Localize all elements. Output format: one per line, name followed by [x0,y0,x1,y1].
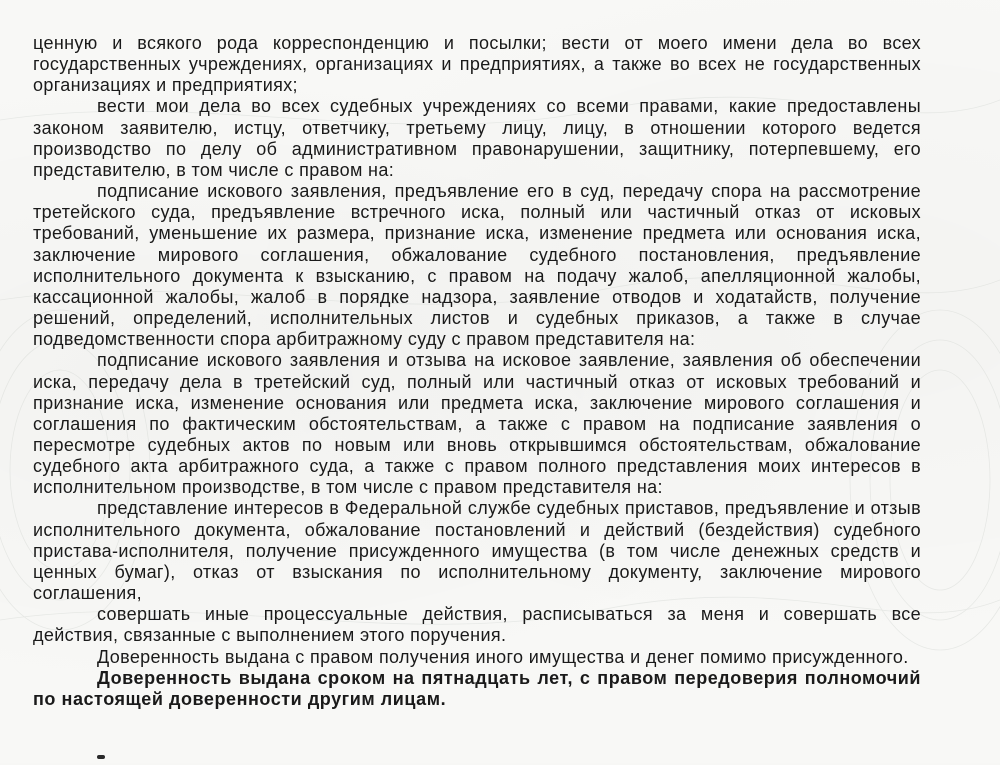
paragraph-continuation: ценную и всякого рода корреспонденцию и посылки; вести от моего имени дела во всех государственных учреждениях, организациях и предприятиях, а также во всех не государственных организациях и предприятиях; [33,33,921,96]
paragraph-property-receipt: Доверенность выдана с правом получения иного имущества и денег помимо присужденного. [97,646,909,667]
paragraph-court-rights: вести мои дела во всех судебных учреждениях со всеми правами, какие предоставлены законом заявителю, истцу, ответчику, третьему лицу, лицу, в отношении которого ведется производство по делу об административном правонарушении, защитнику, потерпевшему, его представителю, в том числе с правом на: [33,96,921,180]
cut-off-next-line [33,755,433,765]
paragraph-other-actions: совершать иные процессуальные действия, расписываться за меня и совершать все действия, связанные с выполнением этого поручения. [33,604,921,646]
power-of-attorney-text [33,33,921,710]
paragraph-arbitration-rights: подписание искового заявления и отзыва на исковое заявление, заявления об обеспечении иска, передачу дела в третейский суд, полный или частичный отказ от исковых требований и признание иска, изменение основания или предмета иска, заключение мирового соглашения и соглашения по фактическим обстоятельствам, а также с правом на подписание заявления о пересмотре судебных актов по новым или вновь открывшимся обстоятельствам, обжалование судебного акта арбитражного суда, а также с правом полного представления моих интересов в исполнительном производстве, в том числе с правом представителя на: [33,350,921,498]
paragraph-bailiff-rights: представление интересов в Федеральной службе судебных приставов, предъявление и отзыв исполнительного документа, обжалование постановлений и действий (бездействия) судебного пристава-исполнителя, получение присужденного имущества (в том числе денежных средств и ценных бумаг), отказ от взыскания по исполнительному документу, заключение мирового соглашения, [33,498,921,604]
paragraph-term-and-delegation: Доверенность выдана сроком на пятнадцать лет, с правом передоверия полномочий по настоящей доверенности другим лицам. [33,667,921,709]
paragraph-claim-rights: подписание искового заявления, предъявление его в суд, передачу спора на рассмотрение третейского суда, предъявление встречного иска, полный или частичный отказ от исковых требований, уменьшение их размера, признание иска, изменение предмета или основания иска, заключение мирового соглашения, обжалование судебного постановления, предъявление исполнительного документа к взысканию, с правом на подачу жалоб, апелляционной жалобы, кассационной жалобы, жалоб в порядке надзора, заявление отводов и ходатайств, получение решений, определений, исполнительных листов и судебных приказов, а также в случае подведомственности спора арбитражному суду с правом представителя на: [33,181,921,350]
